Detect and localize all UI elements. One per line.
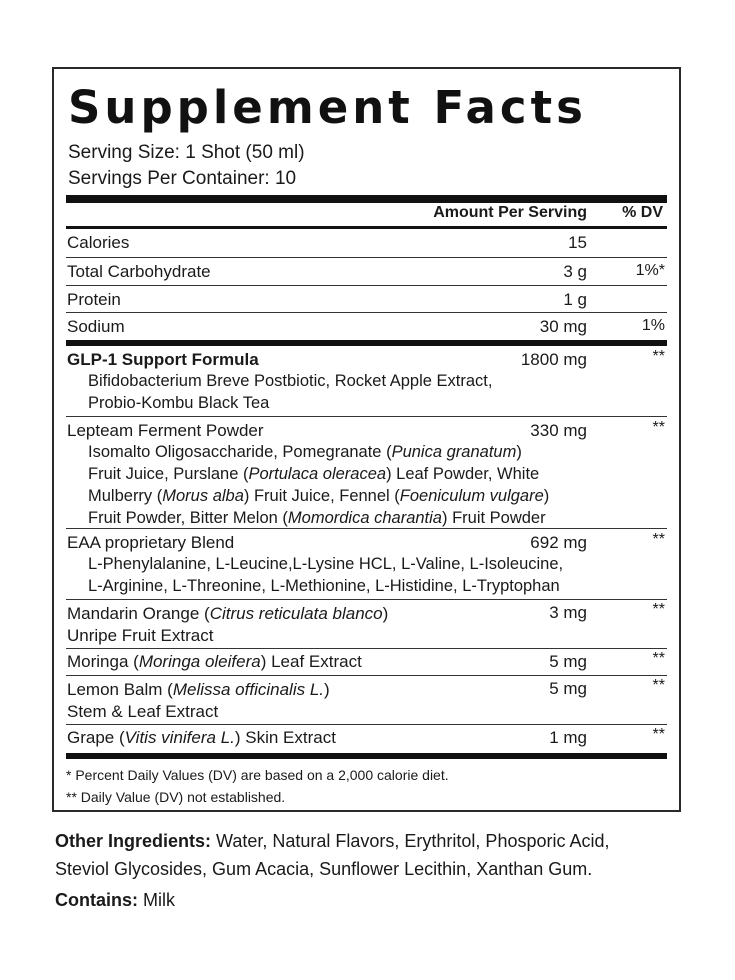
ingredient-line: Mulberry (Morus alba) Fruit Juice, Fennel (Foeniculum vulgare) [88,487,550,505]
extract-name: Mandarin Orange (Citrus reticulata blanco) Unripe Fruit Extract [67,604,389,645]
nutrient-name: Protein [67,290,121,309]
nutrient-dv: 1% [641,317,665,334]
extract-dv: ** [652,650,665,667]
extract-name: Moringa (Moringa oleifera) Leaf Extract [67,652,362,671]
thick-divider [66,195,667,203]
other-ingredients [55,827,610,883]
ingredient-line: Fruit Juice, Purslane (Portulaca oleracea) Leaf Powder, White [88,465,540,483]
blend-amount: 330 mg [530,421,587,440]
nutrient-row [66,312,667,340]
thick-divider [66,753,667,759]
amount-per-serving-header: Amount Per Serving [433,204,587,221]
nutrient-amount: 15 [568,233,587,252]
ingredient-line: Fruit Powder, Bitter Melon (Momordica charantia) Fruit Powder [88,509,546,527]
extract-row [66,599,667,648]
nutrient-amount: 1 g [563,290,587,309]
blend-name: Lepteam Ferment Powder [67,421,264,440]
extract-dv: ** [652,601,665,618]
extract-dv: ** [652,677,665,694]
extract-amount: 5 mg [549,652,587,671]
extract-amount: 1 mg [549,728,587,747]
blend-name: GLP-1 Support Formula [67,350,259,369]
contains-label: Contains: [55,890,138,910]
other-ingredients-line2: Steviol Glycosides, Gum Acacia, Sunflower Lecithin, Xanthan Gum. [55,859,593,879]
blend-name: EAA proprietary Blend [67,533,235,552]
nutrient-name: Total Carbohydrate [67,262,211,281]
blend-row [66,528,667,599]
blend-dv: ** [652,348,665,365]
servings-per-container: Servings Per Container: 10 [68,168,297,189]
blend-dv: ** [652,531,665,548]
ingredient-line: Probio-Kombu Black Tea [88,394,270,412]
nutrient-amount: 30 mg [539,317,587,336]
extract-row [66,724,667,753]
extract-amount: 5 mg [549,679,587,698]
blend-ingredients [88,370,588,414]
contains-value: Milk [143,890,176,910]
serving-size: Serving Size: 1 Shot (50 ml) [68,142,305,163]
extract-name: Lemon Balm (Melissa officinalis L.) Stem & Leaf Extract [67,680,330,721]
extract-dv: ** [652,726,665,743]
blend-amount: 692 mg [530,533,587,552]
ingredient-line: L-Arginine, L-Threonine, L-Methionine, L-Histidine, L-Tryptophan [88,577,560,595]
nutrient-amount: 3 g [563,262,587,281]
extract-row [66,675,667,724]
nutrient-name: Sodium [67,317,125,336]
nutrient-row [66,285,667,313]
nutrient-row [66,257,667,285]
other-ingredients-label: Other Ingredients: [55,831,212,851]
nutrient-dv: 1%* [635,262,665,279]
footnote-dv: * Percent Daily Values (DV) are based on a 2,000 calorie diet. [66,767,449,783]
footnote-not-established: ** Daily Value (DV) not established. [66,789,286,805]
blend-row [66,416,667,529]
other-ingredients-line1: Water, Natural Flavors, Erythritol, Phosporic Acid, [216,831,610,851]
blend-row [66,346,667,416]
ingredient-line: Bifidobacterium Breve Postbiotic, Rocket Apple Extract, [88,372,493,390]
panel-title: Supplement Facts [68,81,587,134]
extract-row [66,648,667,676]
extract-amount: 3 mg [549,603,587,622]
nutrient-name: Calories [67,233,130,252]
ingredient-line: L-Phenylalanine, L-Leucine,L-Lysine HCL, L-Valine, L-Isoleucine, [88,555,564,573]
blend-amount: 1800 mg [520,350,587,369]
dv-header: % DV [622,204,663,221]
blend-ingredients [88,441,588,529]
supplement-facts-panel [52,67,681,812]
blend-dv: ** [652,419,665,436]
ingredient-line: Isomalto Oligosaccharide, Pomegranate (Punica granatum) [88,443,522,461]
extract-name: Grape (Vitis vinifera L.) Skin Extract [67,728,336,747]
nutrient-row [66,229,667,256]
contains-statement [55,890,175,911]
blend-ingredients [88,553,588,597]
